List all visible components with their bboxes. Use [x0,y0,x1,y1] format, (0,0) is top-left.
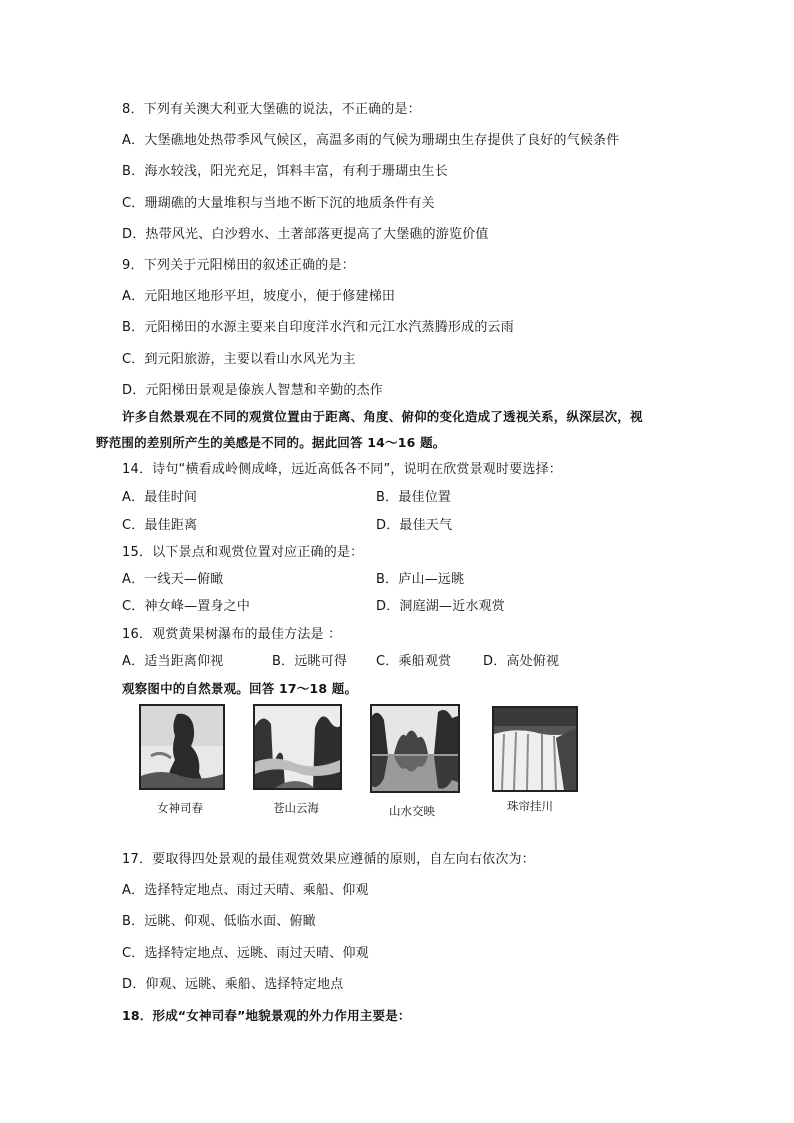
q16-option-d: D．高处俯视 [483,654,560,669]
q16-option-b: B．远眺可得 [272,654,348,669]
q14-stem: 14．诗句“横看成岭侧成峰，远近高低各不同”，说明在欣赏景观时要选择： [122,462,563,477]
photo-pearl-curtain-waterfall [492,706,578,792]
q9-option-b: B．元阳梯田的水源主要来自印度洋水汽和元江水汽蒸腾形成的云雨 [122,320,514,335]
q8-option-b: B．海水较浅，阳光充足，饵料丰富，有利于珊瑚虫生长 [122,164,448,179]
q14-option-b: B．最佳位置 [376,490,452,505]
q9-stem: 9．下列关于元阳梯田的叙述正确的是： [122,258,355,273]
q14-option-d: D．最佳天气 [376,518,453,533]
q17-option-b: B．远眺、仰观、低临水面、俯瞰 [122,914,316,929]
q17-option-d: D．仰观、远眺、乘船、选择特定地点 [122,977,344,992]
caption-pearl-curtain-waterfall: 珠帘挂川 [507,799,553,813]
q16-stem: 16．观赏黄果树瀑布的最佳方法是 ： [122,627,342,642]
q15-option-c: C．神女峰—置身之中 [122,599,251,614]
caption-goddess-spring: 女神司春 [157,801,203,815]
q16-option-c: C．乘船观赏 [376,654,452,669]
q16-option-a: A．适当距离仰视 [122,654,224,669]
q8-option-c: C．珊瑚礁的大量堆积与当地不断下沉的地质条件有关 [122,196,435,211]
q8-stem: 8．下列有关澳大利亚大堡礁的说法，不正确的是： [122,102,421,117]
q8-option-d: D．热带风光、白沙碧水、土著部落更提高了大堡礁的游览价值 [122,227,489,242]
q9-option-a: A．元阳地区地形平坦，坡度小，便于修建梯田 [122,289,396,304]
caption-cangshan-cloud-sea: 苍山云海 [273,801,319,815]
q17-option-a: A．选择特定地点、雨过天晴、乘船、仰观 [122,883,369,898]
q15-stem: 15．以下景点和观赏位置对应正确的是： [122,545,364,560]
photo-mountain-water-reflection [370,704,460,793]
q18-stem: 18．形成“女神司春”地貌景观的外力作用主要是： [122,1008,411,1023]
intro-17-18: 观察图中的自然景观。回答 17～18 题。 [122,681,358,696]
photo-cangshan-cloud-sea [253,704,342,790]
q14-option-c: C．最佳距离 [122,518,198,533]
intro-14-16-line2: 野范围的差别所产生的美感是不同的。据此回答 14～16 题。 [96,435,446,450]
q8-option-a: A．大堡礁地处热带季风气候区，高温多雨的气候为珊瑚虫生存提供了良好的气候条件 [122,133,620,148]
q15-option-a: A．一线天—俯瞰 [122,572,224,587]
q9-option-d: D．元阳梯田景观是傣族人智慧和辛勤的杰作 [122,383,384,398]
caption-mountain-water-reflection: 山水交映 [389,804,435,818]
intro-14-16-line1: 许多自然景观在不同的观赏位置由于距离、角度、俯仰的变化造成了透视关系，纵深层次，视 [122,409,643,424]
photo-goddess-spring [139,704,225,790]
q14-option-a: A．最佳时间 [122,490,198,505]
q15-option-b: B．庐山—远眺 [376,572,465,587]
q15-option-d: D．洞庭湖—近水观赏 [376,599,506,614]
q17-option-c: C．选择特定地点、远眺、雨过天晴、仰观 [122,946,369,961]
q9-option-c: C．到元阳旅游，主要以看山水风光为主 [122,352,356,367]
q17-stem: 17．要取得四处景观的最佳观赏效果应遵循的原则，自左向右依次为： [122,852,535,867]
